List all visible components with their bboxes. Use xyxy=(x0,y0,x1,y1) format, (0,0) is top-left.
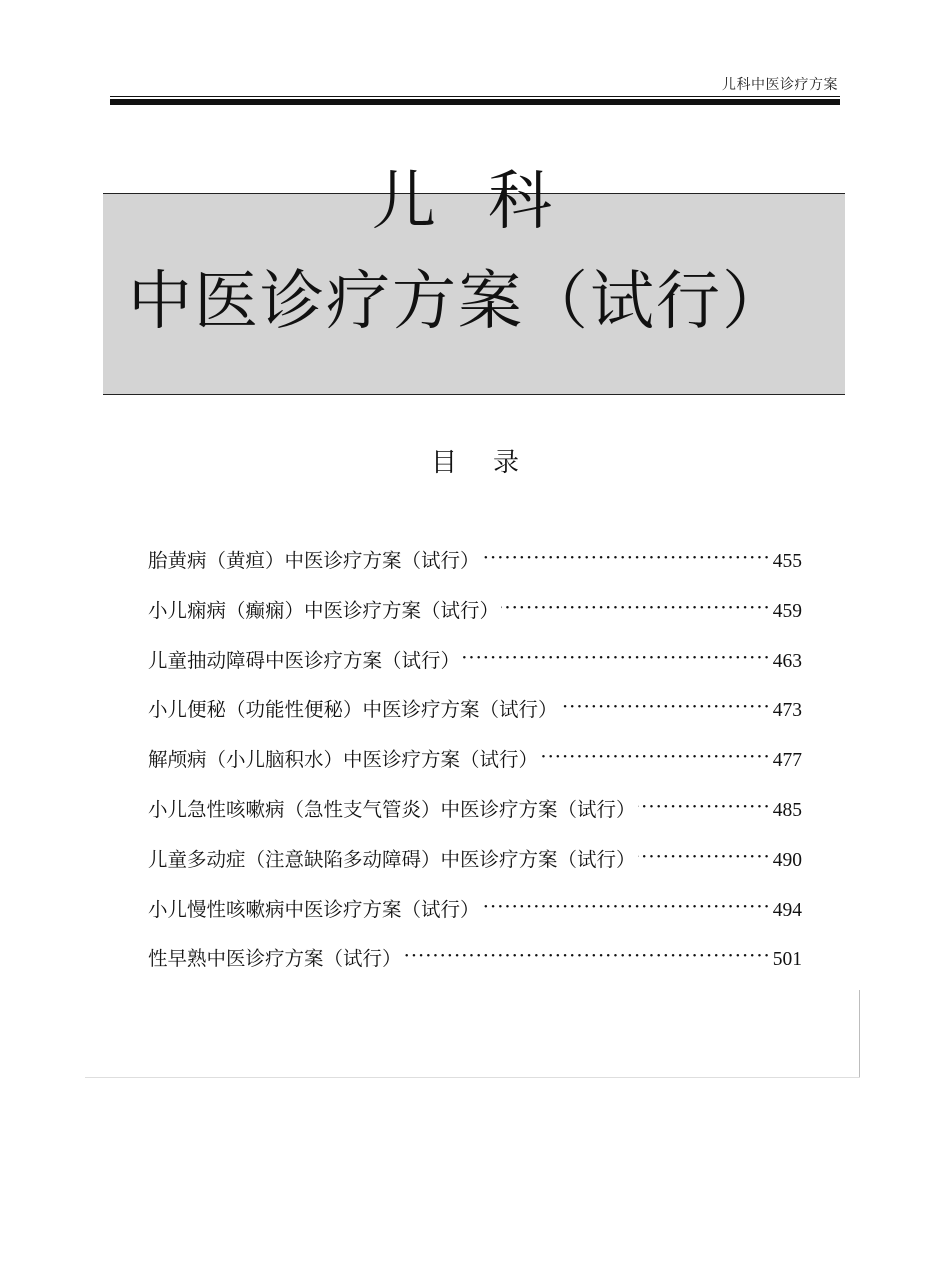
running-header: 儿科中医诊疗方案 xyxy=(722,77,838,93)
title-line-1: 儿科 xyxy=(372,165,604,239)
header-rule-thick xyxy=(110,99,840,105)
toc-entry-title: 小儿慢性咳嗽病中医诊疗方案（试行） xyxy=(148,897,480,921)
toc-entry[interactable] xyxy=(148,595,802,645)
toc-leader-dots xyxy=(501,597,771,617)
toc-leader-dots xyxy=(560,697,771,717)
toc-entry-page: 501 xyxy=(772,949,802,971)
header-rule-thin xyxy=(110,96,840,97)
toc-entry-title: 小儿便秘（功能性便秘）中医诊疗方案（试行） xyxy=(148,698,558,722)
toc-entry-page: 490 xyxy=(772,849,802,871)
toc-entry[interactable] xyxy=(148,943,802,993)
toc-entry[interactable] xyxy=(148,744,802,794)
toc-entry-title: 小儿急性咳嗽病（急性支气管炎）中医诊疗方案（试行） xyxy=(148,797,636,821)
toc-entry-page: 494 xyxy=(772,899,802,921)
toc-entry[interactable] xyxy=(148,694,802,744)
page-frame-line-vertical xyxy=(859,990,860,1077)
toc-entry-title: 儿童多动症（注意缺陷多动障碍）中医诊疗方案（试行） xyxy=(148,847,636,871)
toc-leader-dots xyxy=(482,896,771,916)
toc-entry-title: 小儿痫病（癫痫）中医诊疗方案（试行） xyxy=(148,598,500,622)
page-frame-line-horizontal xyxy=(85,1077,860,1078)
toc-leader-dots xyxy=(462,647,771,667)
toc-entry-page: 485 xyxy=(772,799,802,821)
toc-entry-page: 455 xyxy=(772,551,802,572)
toc-leader-dots xyxy=(638,846,771,866)
toc-entry-page: 477 xyxy=(772,750,802,772)
toc-entry-page: 459 xyxy=(772,600,802,622)
toc-entry-page: 473 xyxy=(772,700,802,722)
toc-list xyxy=(148,545,802,993)
toc-entry[interactable] xyxy=(148,545,802,595)
title-line-2: 中医诊疗方案（试行） xyxy=(128,265,788,339)
toc-leader-dots xyxy=(638,796,771,816)
toc-leader-dots xyxy=(540,747,771,767)
toc-entry-title: 胎黄病（黄疸）中医诊疗方案（试行） xyxy=(148,549,480,572)
toc-entry-title: 性早熟中医诊疗方案（试行） xyxy=(148,947,402,971)
toc-leader-dots xyxy=(404,946,771,966)
toc-entry[interactable] xyxy=(148,794,802,844)
toc-heading: 目录 xyxy=(430,448,555,478)
toc-entry-page: 463 xyxy=(772,650,802,672)
toc-entry[interactable] xyxy=(148,645,802,695)
toc-entry-title: 儿童抽动障碍中医诊疗方案（试行） xyxy=(148,648,461,672)
toc-entry-title: 解颅病（小儿脑积水）中医诊疗方案（试行） xyxy=(148,748,539,772)
toc-entry[interactable] xyxy=(148,894,802,944)
toc-entry[interactable] xyxy=(148,844,802,894)
toc-leader-dots xyxy=(482,548,771,568)
